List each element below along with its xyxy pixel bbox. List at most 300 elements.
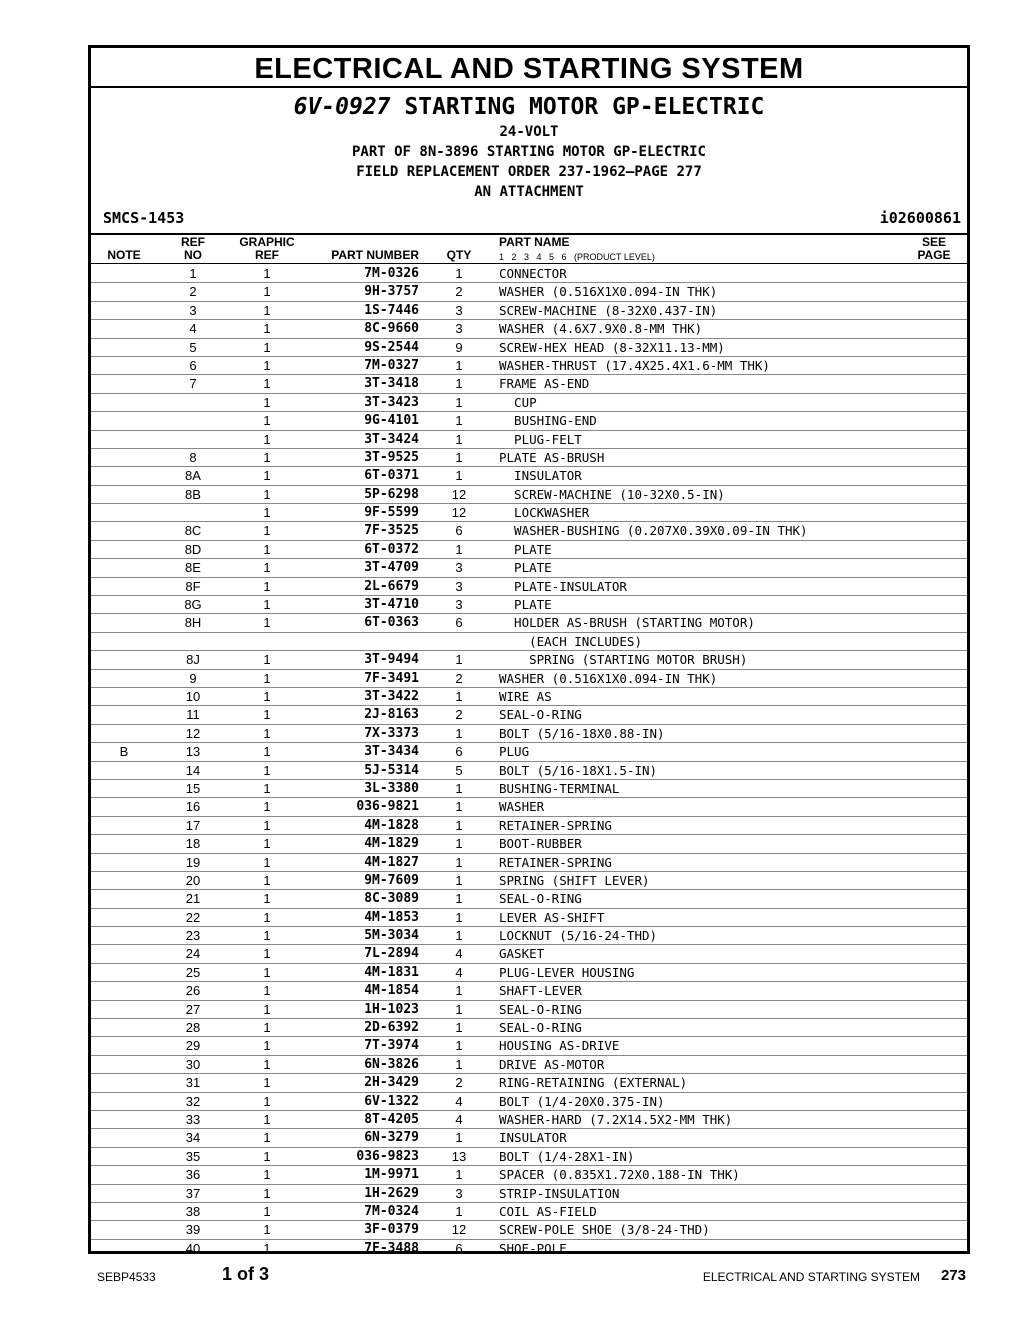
row-part-name: SCREW-POLE SHOE (3/8-24-THD) [499, 1222, 710, 1238]
parts-table [91, 265, 967, 1258]
row-part-name: PLUG-FELT [499, 431, 582, 447]
row-quantity: 1 [455, 891, 463, 907]
row-ref-number: 35 [185, 1148, 201, 1164]
row-graphic-ref: 1 [263, 394, 271, 410]
row-graphic-ref: 1 [263, 339, 271, 355]
row-quantity: 1 [455, 1203, 463, 1219]
column-header-see-page [909, 236, 959, 262]
row-quantity: 4 [455, 1093, 463, 1109]
row-graphic-ref: 1 [263, 578, 271, 594]
row-part-name: SHOE-POLE [499, 1240, 567, 1256]
row-graphic-ref: 1 [263, 541, 271, 557]
row-part-number: 7L-2894 [364, 946, 419, 962]
row-quantity: 12 [451, 486, 467, 502]
row-quantity: 3 [455, 302, 463, 318]
column-header-part-number: PART NUMBER [331, 248, 419, 262]
table-row [91, 339, 967, 357]
row-ref-number: 34 [185, 1130, 201, 1146]
row-part-number: 6N-3826 [364, 1056, 419, 1072]
row-part-number: 4M-1854 [364, 983, 419, 999]
row-part-number: 3T-3418 [364, 376, 419, 392]
row-graphic-ref: 1 [263, 1056, 271, 1072]
row-part-number: 4M-1828 [364, 817, 419, 833]
table-row [91, 467, 967, 485]
row-graphic-ref: 1 [263, 707, 271, 723]
row-graphic-ref: 1 [263, 928, 271, 944]
column-header-divider [91, 263, 967, 264]
row-ref-number: 12 [185, 725, 201, 741]
table-row [91, 1129, 967, 1147]
row-part-name: STRIP-INSULATION [499, 1185, 620, 1201]
row-quantity: 1 [455, 1056, 463, 1072]
illustration-id: i02600861 [879, 209, 961, 227]
row-part-number: 5P-6298 [364, 486, 419, 502]
row-ref-number: 36 [185, 1167, 201, 1183]
group-name: STARTING MOTOR GP-ELECTRIC [404, 94, 765, 120]
table-row [91, 1185, 967, 1203]
row-part-number: 7M-0327 [364, 357, 419, 373]
row-part-name: (EACH INCLUDES) [499, 633, 642, 649]
table-row [91, 486, 967, 504]
row-quantity: 1 [455, 983, 463, 999]
row-graphic-ref: 1 [263, 302, 271, 318]
row-graphic-ref: 1 [263, 1130, 271, 1146]
row-ref-number: 38 [185, 1203, 201, 1219]
row-graphic-ref: 1 [263, 505, 271, 521]
row-ref-number: 5 [189, 339, 197, 355]
table-row [91, 890, 967, 908]
row-graphic-ref: 1 [263, 1203, 271, 1219]
row-graphic-ref: 1 [263, 1020, 271, 1036]
row-part-number: 6N-3279 [364, 1130, 419, 1146]
row-ref-number: 8A [185, 468, 201, 484]
table-row [91, 725, 967, 743]
row-part-number: 6V-1322 [364, 1093, 419, 1109]
row-graphic-ref: 1 [263, 909, 271, 925]
table-row [91, 375, 967, 393]
row-quantity: 2 [455, 670, 463, 686]
table-row [91, 780, 967, 798]
footer-section-title: ELECTRICAL AND STARTING SYSTEM [702, 1270, 920, 1284]
row-quantity: 2 [455, 284, 463, 300]
row-quantity: 1 [455, 854, 463, 870]
table-row [91, 854, 967, 872]
row-quantity: 6 [455, 523, 463, 539]
row-part-name: WASHER [499, 799, 545, 815]
table-row [91, 394, 967, 412]
row-graphic-ref: 1 [263, 1148, 271, 1164]
column-header-see-bottom: PAGE [917, 248, 951, 262]
row-part-name: BOLT (5/16-18X1.5-IN) [499, 762, 658, 778]
table-row [91, 412, 967, 430]
row-part-name: BOLT (1/4-28X1-IN) [499, 1148, 635, 1164]
row-part-name: GASKET [499, 946, 545, 962]
row-part-name: RING-RETAINING (EXTERNAL) [499, 1075, 688, 1091]
row-graphic-ref: 1 [263, 983, 271, 999]
table-row [91, 1240, 967, 1258]
page-frame [88, 45, 970, 1254]
row-part-number: 3T-3434 [364, 744, 419, 760]
row-ref-number: 39 [185, 1222, 201, 1238]
column-header-qty: QTY [446, 248, 472, 262]
row-ref-number: 40 [185, 1240, 201, 1256]
table-row [91, 522, 967, 540]
row-quantity: 1 [455, 836, 463, 852]
table-row [91, 357, 967, 375]
row-graphic-ref: 1 [263, 744, 271, 760]
table-row [91, 633, 967, 651]
row-ref-number: 19 [185, 854, 201, 870]
row-part-number: 3T-9494 [364, 652, 419, 668]
table-row [91, 743, 967, 761]
row-graphic-ref: 1 [263, 1240, 271, 1256]
table-row [91, 762, 967, 780]
row-ref-number: 27 [185, 1001, 201, 1017]
table-row [91, 670, 967, 688]
row-part-name: SEAL-O-RING [499, 891, 582, 907]
row-part-number: 1H-1023 [364, 1001, 419, 1017]
table-row [91, 1203, 967, 1221]
row-part-name: PLATE [499, 597, 552, 613]
row-part-number: 4M-1829 [364, 836, 419, 852]
row-quantity: 1 [455, 394, 463, 410]
row-part-name: BOOT-RUBBER [499, 836, 582, 852]
row-part-number: 4M-1831 [364, 964, 419, 980]
row-graphic-ref: 1 [263, 688, 271, 704]
row-part-name: SCREW-MACHINE (10-32X0.5-IN) [499, 486, 725, 502]
row-graphic-ref: 1 [263, 449, 271, 465]
row-quantity: 12 [451, 1222, 467, 1238]
table-row [91, 1221, 967, 1239]
row-ref-number: 8C [184, 523, 202, 539]
row-part-name: BUSHING-END [499, 413, 597, 429]
row-graphic-ref: 1 [263, 1075, 271, 1091]
row-quantity: 1 [455, 431, 463, 447]
row-quantity: 1 [455, 1001, 463, 1017]
row-part-number: 3T-4709 [364, 560, 419, 576]
row-part-number: 9F-5599 [364, 505, 419, 521]
row-part-number: 5J-5314 [364, 762, 419, 778]
row-ref-number: 13 [185, 744, 201, 760]
row-part-name: PLUG-LEVER HOUSING [499, 964, 635, 980]
table-row [91, 872, 967, 890]
row-part-number: 2J-8163 [364, 707, 419, 723]
row-ref-number: 33 [185, 1111, 201, 1127]
table-row [91, 559, 967, 577]
column-header-graphic-bottom: REF [255, 248, 279, 262]
row-part-number: 6T-0363 [364, 615, 419, 631]
row-part-number: 9H-3757 [364, 284, 419, 300]
row-quantity: 3 [455, 321, 463, 337]
row-graphic-ref: 1 [263, 486, 271, 502]
row-ref-number: 26 [185, 983, 201, 999]
row-part-number: 3T-9525 [364, 449, 419, 465]
row-part-name: SEAL-O-RING [499, 707, 582, 723]
row-part-number: 9M-7609 [364, 872, 419, 888]
row-ref-number: 29 [185, 1038, 201, 1054]
row-quantity: 3 [455, 578, 463, 594]
row-ref-number: 9 [189, 670, 197, 686]
row-ref-number: 8H [184, 615, 202, 631]
group-heading [91, 93, 967, 121]
table-row [91, 964, 967, 982]
row-graphic-ref: 1 [263, 376, 271, 392]
row-quantity: 2 [455, 707, 463, 723]
title-divider [91, 86, 967, 88]
row-quantity: 1 [455, 468, 463, 484]
column-header-graphic-top: GRAPHIC [239, 235, 295, 249]
row-graphic-ref: 1 [263, 523, 271, 539]
column-header-see-top: SEE [921, 235, 946, 249]
row-part-name: PLATE [499, 541, 552, 557]
row-graphic-ref: 1 [263, 780, 271, 796]
column-header-part-name: PART NAME [499, 235, 570, 249]
row-graphic-ref: 1 [263, 1185, 271, 1201]
row-part-name: PLUG [499, 744, 530, 760]
row-graphic-ref: 1 [263, 1093, 271, 1109]
row-quantity: 6 [455, 615, 463, 631]
row-part-name: PLATE-INSULATOR [499, 578, 627, 594]
table-row [91, 945, 967, 963]
row-graphic-ref: 1 [263, 284, 271, 300]
row-quantity: 1 [455, 413, 463, 429]
row-quantity: 1 [455, 376, 463, 392]
footer-page-number: 273 [940, 1267, 966, 1284]
row-part-number: 7M-0326 [364, 266, 419, 281]
row-part-number: 2H-3429 [364, 1075, 419, 1091]
table-row [91, 614, 967, 632]
row-part-number: 3F-0379 [364, 1222, 419, 1238]
column-header-note: NOTE [107, 248, 141, 262]
row-quantity: 13 [451, 1148, 467, 1164]
group-number: 6V-0927 [293, 94, 391, 120]
row-quantity: 1 [455, 1038, 463, 1054]
row-part-name: SPRING (STARTING MOTOR BRUSH) [499, 652, 748, 668]
table-row [91, 1074, 967, 1092]
row-part-number: 4M-1827 [364, 854, 419, 870]
row-quantity: 4 [455, 1111, 463, 1127]
row-part-number: 3T-3423 [364, 394, 419, 410]
row-part-number: 2L-6679 [364, 578, 419, 594]
row-part-name: SEAL-O-RING [499, 1001, 582, 1017]
row-part-name: SPRING (SHIFT LEVER) [499, 872, 650, 888]
field-replacement-line: FIELD REPLACEMENT ORDER 237-1962—PAGE 277 [356, 164, 702, 180]
row-ref-number: 8D [184, 541, 202, 557]
row-part-name: HOLDER AS-BRUSH (STARTING MOTOR) [499, 615, 755, 631]
row-part-name: INSULATOR [499, 1130, 567, 1146]
table-row [91, 688, 967, 706]
row-part-number: 6T-0371 [364, 468, 419, 484]
row-part-name: SEAL-O-RING [499, 1020, 582, 1036]
row-ref-number: 25 [185, 964, 201, 980]
row-quantity: 1 [455, 909, 463, 925]
row-ref-number: 37 [185, 1185, 201, 1201]
table-row [91, 1019, 967, 1037]
row-ref-number: 2 [189, 284, 197, 300]
table-row [91, 927, 967, 945]
row-part-name: RETAINER-SPRING [499, 817, 612, 833]
table-row [91, 798, 967, 816]
row-ref-number: 15 [185, 780, 201, 796]
row-part-name: HOUSING AS-DRIVE [499, 1038, 620, 1054]
row-part-number: 4M-1853 [364, 909, 419, 925]
row-part-name: WASHER (0.516X1X0.094-IN THK) [499, 284, 718, 300]
row-ref-number: 6 [189, 357, 197, 373]
row-ref-number: 23 [185, 928, 201, 944]
row-quantity: 1 [455, 449, 463, 465]
row-part-name: CUP [499, 394, 537, 410]
table-row [91, 909, 967, 927]
row-quantity: 5 [455, 762, 463, 778]
table-row [91, 596, 967, 614]
row-part-number: 1H-2629 [364, 1185, 419, 1201]
table-row [91, 1093, 967, 1111]
row-part-number: 8C-9660 [364, 321, 419, 337]
row-part-name: BUSHING-TERMINAL [499, 780, 620, 796]
table-row [91, 1056, 967, 1074]
row-graphic-ref: 1 [263, 1038, 271, 1054]
row-part-name: INSULATOR [499, 468, 582, 484]
row-graphic-ref: 1 [263, 817, 271, 833]
row-graphic-ref: 1 [263, 468, 271, 484]
row-quantity: 9 [455, 339, 463, 355]
table-row [91, 431, 967, 449]
row-graphic-ref: 1 [263, 1111, 271, 1127]
row-part-name: FRAME AS-END [499, 376, 590, 392]
footer-page-of: 1 of 3 [222, 1264, 270, 1284]
row-part-number: 3T-3422 [364, 688, 419, 704]
row-part-number: 1M-9971 [364, 1167, 419, 1183]
row-quantity: 1 [455, 928, 463, 944]
row-part-number: 2D-6392 [364, 1020, 419, 1036]
table-row [91, 1001, 967, 1019]
row-quantity: 1 [455, 541, 463, 557]
row-quantity: 1 [455, 1130, 463, 1146]
row-quantity: 1 [455, 799, 463, 815]
row-part-number: 1S-7446 [364, 302, 419, 318]
row-ref-number: 32 [185, 1093, 201, 1109]
row-ref-number: 20 [185, 872, 201, 888]
table-row [91, 982, 967, 1000]
row-quantity: 6 [455, 744, 463, 760]
smcs-code: SMCS-1453 [103, 209, 185, 227]
row-graphic-ref: 1 [263, 670, 271, 686]
row-ref-number: 8G [184, 597, 202, 613]
row-ref-number: 17 [185, 817, 201, 833]
footer-document-id: SEBP4533 [97, 1270, 156, 1284]
row-part-number: 3T-3424 [364, 431, 419, 447]
row-quantity: 1 [455, 266, 463, 281]
table-row [91, 651, 967, 669]
table-row [91, 320, 967, 338]
row-ref-number: 8B [185, 486, 201, 502]
row-quantity: 6 [455, 1240, 463, 1256]
voltage-line: 24-VOLT [499, 124, 559, 140]
row-graphic-ref: 1 [263, 431, 271, 447]
row-part-name: WASHER (4.6X7.9X0.8-MM THK) [499, 321, 703, 337]
row-part-name: BOLT (1/4-20X0.375-IN) [499, 1093, 665, 1109]
row-ref-number: 8J [186, 652, 200, 668]
row-ref-number: 31 [185, 1075, 201, 1091]
row-ref-number: 7 [189, 376, 197, 392]
row-part-name: COIL AS-FIELD [499, 1203, 597, 1219]
table-row [91, 1037, 967, 1055]
row-quantity: 4 [455, 946, 463, 962]
row-quantity: 2 [455, 1075, 463, 1091]
row-ref-number: 21 [185, 891, 201, 907]
row-part-name: LOCKWASHER [499, 505, 590, 521]
row-quantity: 1 [455, 357, 463, 373]
row-graphic-ref: 1 [263, 964, 271, 980]
row-graphic-ref: 1 [263, 357, 271, 373]
row-part-number: 9G-4101 [364, 413, 419, 429]
row-quantity: 1 [455, 652, 463, 668]
row-part-name: LOCKNUT (5/16-24-THD) [499, 928, 658, 944]
row-part-name: RETAINER-SPRING [499, 854, 612, 870]
row-part-number: 7F-3488 [364, 1240, 419, 1256]
row-ref-number: 3 [189, 302, 197, 318]
row-ref-number: 8F [185, 578, 201, 594]
row-quantity: 1 [455, 780, 463, 796]
row-note: B [119, 744, 129, 760]
attachment-line: AN ATTACHMENT [474, 184, 584, 200]
row-part-number: 036-9823 [356, 1148, 419, 1164]
row-graphic-ref: 1 [263, 615, 271, 631]
table-row [91, 302, 967, 320]
row-ref-number: 8 [189, 449, 197, 465]
table-row [91, 1111, 967, 1129]
row-part-name: WASHER-THRUST (17.4X25.4X1.6-MM THK) [499, 357, 770, 373]
table-row [91, 578, 967, 596]
row-part-name: DRIVE AS-MOTOR [499, 1056, 605, 1072]
row-part-name: PLATE [499, 560, 552, 576]
row-quantity: 3 [455, 597, 463, 613]
row-quantity: 1 [455, 817, 463, 833]
row-quantity: 1 [455, 1167, 463, 1183]
row-part-number: 9S-2544 [364, 339, 419, 355]
row-part-name: BOLT (5/16-18X0.88-IN) [499, 725, 665, 741]
row-ref-number: 16 [185, 799, 201, 815]
row-quantity: 12 [451, 505, 467, 521]
row-part-name: CONNECTOR [499, 266, 567, 281]
table-row [91, 504, 967, 522]
row-part-name: LEVER AS-SHIFT [499, 909, 605, 925]
row-part-name: SHAFT-LEVER [499, 983, 582, 999]
row-ref-number: 11 [186, 707, 200, 723]
table-row [91, 817, 967, 835]
row-ref-number: 8E [185, 560, 201, 576]
row-quantity: 1 [455, 725, 463, 741]
row-graphic-ref: 1 [263, 836, 271, 852]
row-part-name: SCREW-MACHINE (8-32X0.437-IN) [499, 302, 718, 318]
row-part-number: 3T-4710 [364, 597, 419, 613]
row-ref-number: 28 [185, 1020, 201, 1036]
row-ref-number: 24 [185, 946, 201, 962]
row-part-number: 5M-3034 [364, 928, 419, 944]
row-quantity: 1 [455, 688, 463, 704]
row-graphic-ref: 1 [263, 413, 271, 429]
row-part-number: 6T-0372 [364, 541, 419, 557]
row-graphic-ref: 1 [263, 725, 271, 741]
table-row [91, 265, 967, 283]
row-graphic-ref: 1 [263, 597, 271, 613]
row-part-number: 7M-0324 [364, 1203, 419, 1219]
row-ref-number: 18 [185, 836, 201, 852]
row-graphic-ref: 1 [263, 872, 271, 888]
row-part-number: 3L-3380 [364, 780, 419, 796]
row-part-name: WASHER-BUSHING (0.207X0.39X0.09-IN THK) [499, 523, 808, 539]
row-quantity: 4 [455, 964, 463, 980]
